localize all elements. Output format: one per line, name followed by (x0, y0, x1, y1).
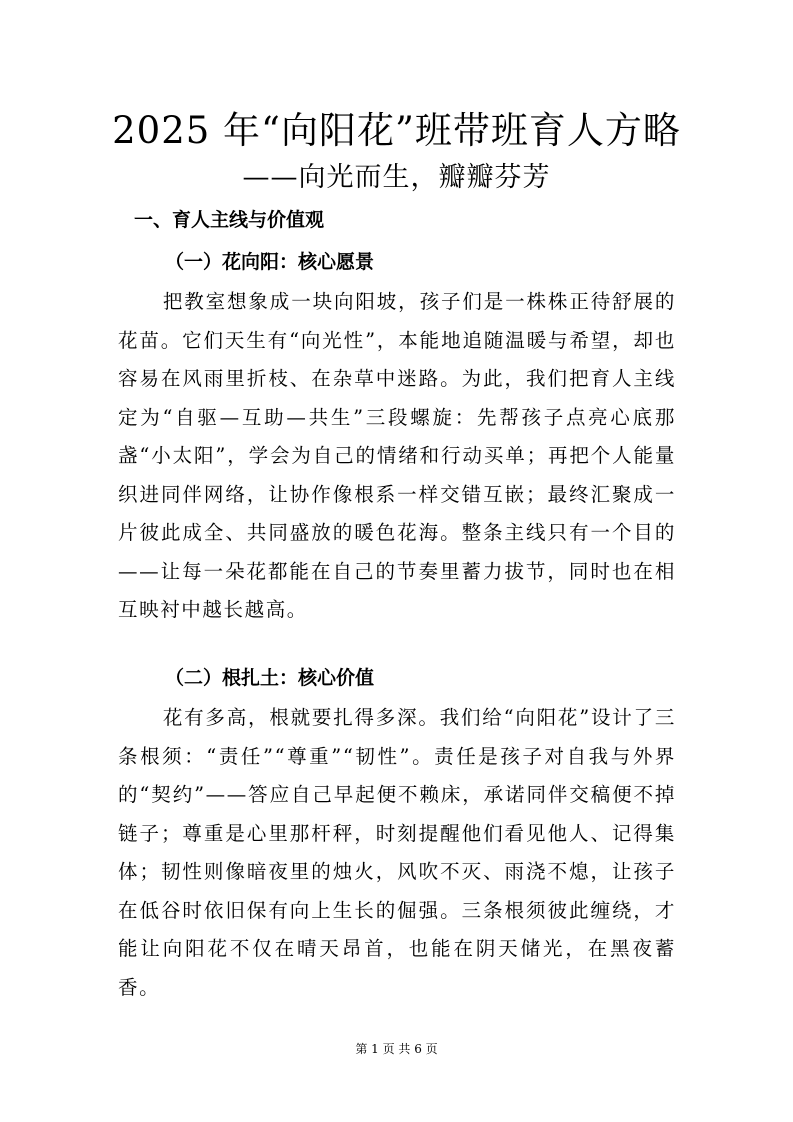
subsection-heading-values: （二）根扎土：核心价值 (165, 667, 375, 689)
document-subtitle: ——向光而生，瓣瓣芬芳 (242, 162, 551, 193)
document-title: 2025 年“向阳花”班带班育人方略 (112, 109, 681, 152)
paragraph-values: 花有多高，根就要扎得多深。我们给“向阳花”设计了三条根须：“责任”“尊重”“韧性”。责任是孩子对自我与外界的“契约”——答应自己早起便不赖床，承诺同伴交稿便不掉链子；尊重是心里那杆秤，时刻提醒他们看见他人、记得集体；韧性则像暗夜里的烛火，风吹不灭、雨浇不熄，让孩子在低谷时依旧保有向上生长的倔强。三条根须彼此缠绕，才能让向阳花不仅在晴天昂首，也能在阴天储光，在黑夜蓄香。 (118, 706, 676, 999)
section-heading: 一、育人主线与价值观 (134, 209, 325, 231)
subsection-heading-vision: （一）花向阳：核心愿景 (165, 251, 375, 273)
page-footer: 第 1 页 共 6 页 (355, 1042, 438, 1056)
paragraph-vision: 把教室想象成一块向阳坡，孩子们是一株株正待舒展的花苗。它们天生有“向光性”，本能地追随温暖与希望，却也容易在风雨里折枝、在杂草中迷路。为此，我们把育人主线定为“自驱—互助—共生”三段螺旋：先帮孩子点亮心底那盏“小太阳”，学会为自己的情绪和行动买单；再把个人能量织进同伴网络，让协作像根系一样交错互嵌；最终汇聚成一片彼此成全、共同盛放的暖色花海。整条主线只有一个目的——让每一朵花都能在自己的节奏里蓄力拔节，同时也在相互映衬中越长越高。 (118, 290, 676, 621)
